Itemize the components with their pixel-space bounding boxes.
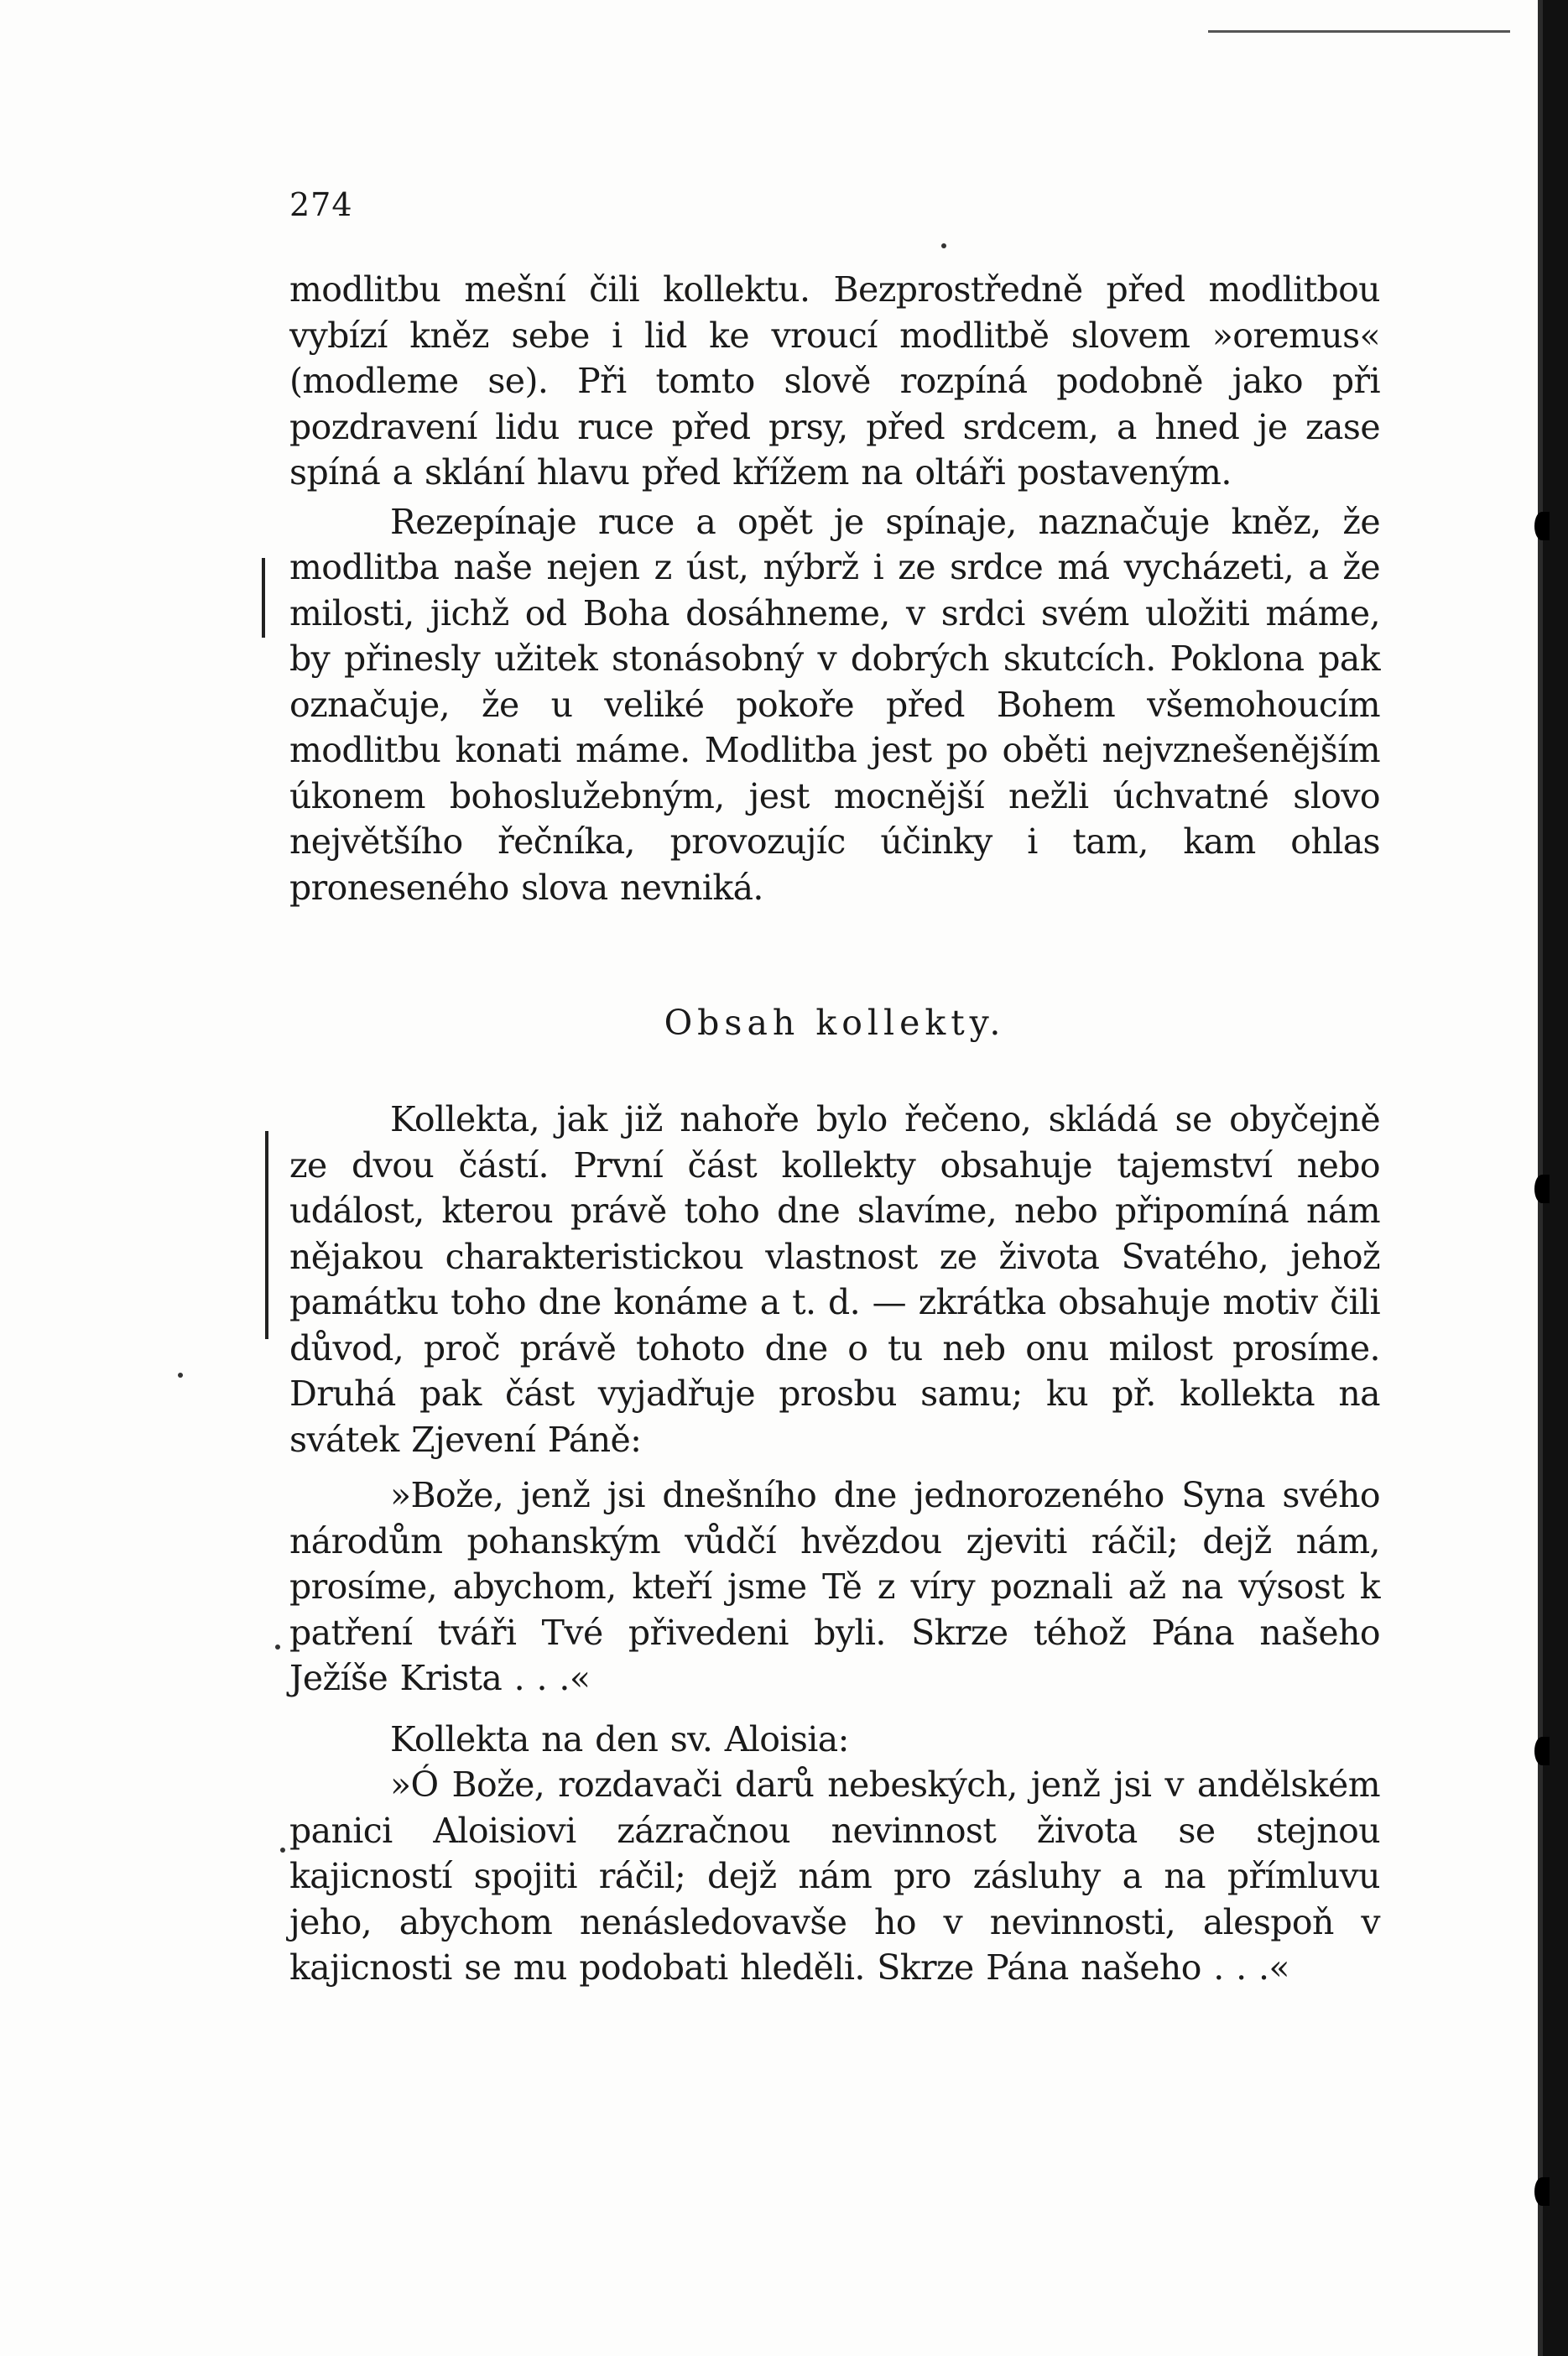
binding-mark <box>1534 1175 1550 1203</box>
paragraph: Kollekta na den sv. Aloisia: <box>390 1718 849 1759</box>
paragraph: modlitbu mešní čili kollektu. Bezprostředně před modlitbou vybízí kněz sebe i lid ke vroucí modlitbě slovem »oremus« (modleme se). Při tomto slově rozpíná podobně jako při pozdravení lidu ruce před prsy, před srdcem, a hned je zase spíná a sklání hlavu před křížem na oltáři postaveným. <box>289 269 1380 493</box>
page-number: 274 <box>289 186 353 223</box>
scan-speck <box>941 243 946 248</box>
margin-pencil-line <box>262 558 265 638</box>
scan-speck <box>280 1848 285 1853</box>
binding-mark <box>1534 2177 1550 2206</box>
scan-speck <box>178 1373 183 1378</box>
paragraph: Kollekta, jak již nahoře bylo řečeno, skládá se obyčejně ze dvou částí. První část kollekty obsahuje tajemství nebo událost, kterou právě toho dne slavíme, nebo připomíná nám nějakou charakteristickou vlastnost ze života Svatého, jehož památku toho dne konáme a t. d. — zkrátka obsahuje motiv čili důvod, proč právě tohoto dne o tu neb onu milost prosíme. Druhá pak část vyjadřuje prosbu samu; ku př. kollekta na svátek Zjevení Páně: <box>289 1099 1380 1460</box>
margin-pencil-line <box>265 1131 268 1339</box>
scan-top-rule <box>1208 30 1510 33</box>
quoted-prayer: »Ó Bože, rozdavači darů nebeských, jenž jsi v andělském panici Aloisiovi zázračnou nevinnost života se stejnou kajicností spojiti ráčil; dejž nám pro zásluhy a na přímluvu jeho, abychom nenásledovavše ho v nevinnosti, alespoň v kajicnosti se mu podobati hleděli. Skrze Pána našeho . . .« <box>289 1764 1380 1988</box>
body-text <box>289 267 1380 1991</box>
binding-mark <box>1534 512 1550 540</box>
section-heading: Obsah kollekty. <box>664 1003 1006 1043</box>
quoted-prayer: »Bože, jenž jsi dnešního dne jednorozeného Syna svého národům pohanským vůdčí hvězdou zjeviti ráčil; dejž nám, prosíme, abychom, kteří jsme Tě z víry poznali až na výsost k patření tváři Tvé přivedeni byli. Skrze téhož Pána našeho Ježíše Krista . . .« <box>289 1475 1380 1698</box>
scan-speck <box>275 1645 280 1650</box>
paragraph: Rezepínaje ruce a opět je spínaje, naznačuje kněz, že modlitba naše nejen z úst, nýbrž i ze srdce má vycházeti, a že milosti, jichž od Boha dosáhneme, v srdci svém uložiti máme, by přinesly užitek stonásobný v dobrých skutcích. Poklona pak označuje, že u veliké pokoře před Bohem všemohoucím modlitbu konati máme. Modlitba jest po oběti nejvznešenějším úkonem bohoslužebným, jest mocnější nežli úchvatné slovo největšího řečníka, provozujíc účinky i tam, kam ohlas proneseného slova nevniká. <box>289 501 1380 908</box>
binding-mark <box>1534 1737 1550 1765</box>
